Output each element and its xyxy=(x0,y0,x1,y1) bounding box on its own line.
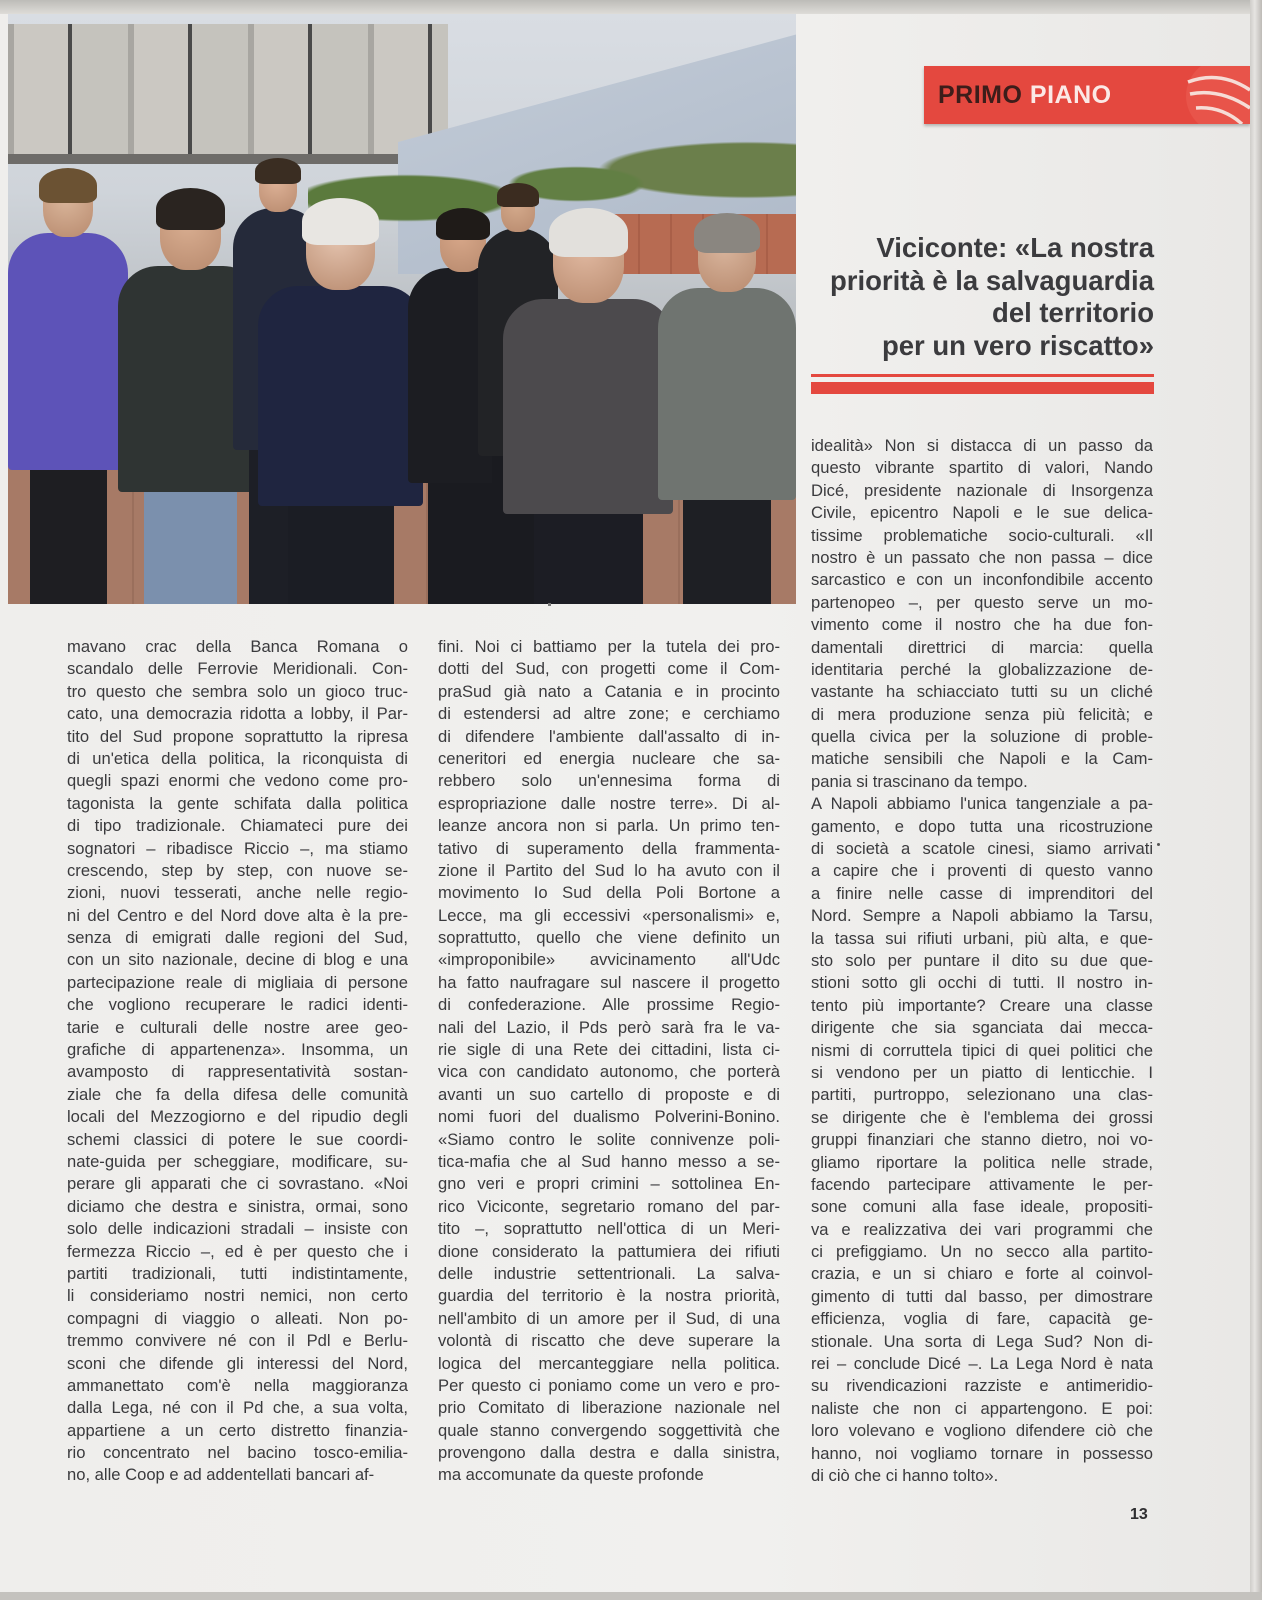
text-line: su rivendicazioni razziste e antimeridio- xyxy=(811,1376,1153,1396)
text-line: ceneritori ed energia nucleare che sa- xyxy=(438,748,780,768)
headline-line: del territorio xyxy=(992,297,1154,328)
person-torso xyxy=(658,288,796,500)
text-line: partiti, purtroppo, selezionano una clas- xyxy=(811,1085,1153,1105)
text-line: tativo di superamento della frammenta- xyxy=(438,838,780,858)
text-line: grafiche di appartenenza». Insomma, un xyxy=(67,1040,408,1060)
text-line: zione il Partito del Sud lo ha avuto con il xyxy=(438,860,780,880)
text-line: identitaria perché la globalizzazione de- xyxy=(811,659,1153,679)
text-line: Dicé, presidente nazionale di Insorgenza xyxy=(811,480,1153,500)
text-line: «Siamo contro le solite connivenze poli- xyxy=(438,1129,780,1149)
text-line: delle industrie settentrionali. La salva- xyxy=(438,1263,780,1283)
text-line: tento più importante? Creare una classe xyxy=(811,995,1153,1015)
text-line: si vendono per un piatto di lenticchie. I xyxy=(811,1062,1153,1082)
text-line: sognatori – ribadisce Riccio –, ma stiamo xyxy=(67,838,408,858)
text-line: partenopeo –, per questo serve un mo- xyxy=(811,592,1153,612)
photo-person xyxy=(258,204,423,604)
text-line: se dirigente che è l'emblema dei grossi xyxy=(811,1107,1153,1127)
text-line: pania si trascinano da tempo. xyxy=(811,771,1028,791)
text-line: fermezza Riccio –, ed è per questo che i xyxy=(67,1241,408,1261)
section-banner xyxy=(924,66,1250,124)
text-line: di un'etica della politica, la riconquista di xyxy=(67,748,408,768)
text-line: sto solo per puntare il dito su due que- xyxy=(811,950,1153,970)
person-torso xyxy=(503,299,673,514)
text-line: la tassa sui rifiuti urbani, più alta, e que- xyxy=(811,928,1153,948)
group-photo xyxy=(8,14,796,604)
text-line: facendo partecipare attivamente le per- xyxy=(811,1174,1153,1194)
text-line: partiti tradizionali, tutti indistintamente, xyxy=(67,1263,408,1283)
text-line: ha fatto naufragare sul nascere il progetto xyxy=(438,972,780,992)
text-line: di mera produzione senza più felicità; e xyxy=(811,704,1153,724)
text-line: rico Viciconte, segretario romano del par- xyxy=(438,1196,780,1216)
person-hair xyxy=(255,158,301,184)
swoosh-logo-icon xyxy=(1170,66,1250,124)
text-line: dirigente che sia sganciata dai mecca- xyxy=(811,1018,1153,1038)
text-line: fini. Noi ci battiamo per la tutela dei pro- xyxy=(438,637,780,656)
text-line: sconi che difende gli interessi del Nord, xyxy=(67,1353,408,1373)
text-line: senza di emigrati dalle regioni del Sud, xyxy=(67,928,408,948)
person-hair xyxy=(497,183,539,207)
text-line: tremmo convivere né con il Pdl e Berlu- xyxy=(67,1331,408,1351)
text-line: stioni sotto gli occhi di tutti. Il nostro in- xyxy=(811,973,1153,993)
person-hair xyxy=(156,188,225,230)
text-line: tica-mafia che al Sud hanno messo a se- xyxy=(438,1151,780,1171)
text-line: soprattutto, quello che viene definito un xyxy=(438,928,780,948)
text-line: Lecce, ma gli eccessivi «personalismi» e, xyxy=(438,905,780,925)
headline-line: priorità è la salvaguardia xyxy=(829,264,1154,296)
text-line: schemi classici di potere le sue coordi- xyxy=(67,1129,408,1149)
text-line: gamento, e dopo tutta una ricostruzione xyxy=(811,816,1153,836)
print-mark xyxy=(1157,843,1160,846)
text-line: mavano crac della Banca Romana o xyxy=(67,637,408,656)
text-line: gruppi finanziari che stanno dietro, noi vo- xyxy=(811,1130,1153,1150)
person-hair xyxy=(39,168,97,203)
text-line: Nord. Sempre a Napoli abbiamo la Tarsu, xyxy=(811,906,1153,926)
text-line: che vogliono recuperare le radici identi- xyxy=(67,995,408,1015)
text-line: ni del Centro e del Nord dove alta è la pre- xyxy=(67,905,408,925)
text-line: movimento Io Sud della Poli Bortone a xyxy=(438,883,780,903)
text-line: di tipo tradizionale. Chiamateci pure dei xyxy=(67,816,408,836)
text-line: matiche sensibili che Napoli e la Cam- xyxy=(811,749,1153,769)
section-label-primary: PRIMO xyxy=(938,80,1023,109)
person-legs xyxy=(534,514,643,604)
section-label-secondary: PIANO xyxy=(1029,80,1112,109)
text-line: locali del Mezzogiorno e del ripudio degli xyxy=(67,1107,408,1127)
text-line: ammanettato com'è nella maggioranza xyxy=(67,1375,408,1395)
text-line: vastante ha schiacciato tutti su un cliché xyxy=(811,682,1153,702)
article-headline xyxy=(800,232,1154,362)
text-line: damentali direttrici di marcia: quella xyxy=(811,637,1153,657)
person-legs xyxy=(288,506,394,604)
text-line: perare gli apparati che ci sovrastano. «Noi xyxy=(67,1174,408,1194)
person-legs xyxy=(144,492,237,604)
text-line: tito –, soprattutto nell'ottica di un Meri- xyxy=(438,1219,780,1239)
text-line: quegli spazi enormi che vedono come pro- xyxy=(67,771,408,791)
text-line: espropriazione dalle nostre terre». Di al- xyxy=(438,793,780,813)
text-line: vimento come il nostro che ha due fon- xyxy=(811,615,1153,635)
text-line: solo delle indicazioni stradali – insiste con xyxy=(67,1219,408,1239)
text-line: naliste che non ci appartengono. E poi: xyxy=(811,1398,1153,1418)
text-line: idealità» Non si distacca di un passo da xyxy=(811,436,1153,455)
text-line: nali del Lazio, il Pds però sarà fra le va- xyxy=(438,1017,780,1037)
text-line: partecipazione reale di migliaia di persone xyxy=(67,972,408,992)
text-line: vica con candidato autonomo, che porterà xyxy=(438,1062,780,1082)
text-line: volontà di riscatto che deve superare la xyxy=(438,1331,780,1351)
headline-rule-thin xyxy=(811,374,1154,377)
text-line: nell'ambito di un amore per il Sud, di una xyxy=(438,1308,780,1328)
text-line: «improponibile» avvicinamento all'Udc xyxy=(438,950,780,970)
text-line: rebbero solo un'ennesima forma di xyxy=(438,771,780,791)
text-line: rie sigle di una Rete dei cittadini, lista ci- xyxy=(438,1040,780,1060)
headline-line: per un vero riscatto» xyxy=(881,329,1154,361)
person-legs xyxy=(30,470,107,604)
section-label xyxy=(938,81,1112,110)
photo-person xyxy=(658,219,796,604)
text-line: cato, una democrazia ridotta a lobby, il Par- xyxy=(67,704,408,724)
text-line: tito del Sud propone soprattutto la ripresa xyxy=(67,726,408,746)
text-line: dotti del Sud, con progetti come il Com- xyxy=(438,659,780,679)
text-line: va e realizzativa dei vari programmi che xyxy=(811,1219,1153,1239)
text-line: logica del mercanteggiare nella politica. xyxy=(438,1353,780,1373)
text-column-3 xyxy=(811,435,1153,1487)
person-legs xyxy=(683,500,771,604)
text-line: praSud già nato a Catania e in procinto xyxy=(438,681,780,701)
text-line: gimento di tutti dal basso, per dimostrare xyxy=(811,1286,1153,1306)
text-line: avanti un suo cartello di proposte e di xyxy=(438,1084,780,1104)
text-line: ma accomunate da queste profonde xyxy=(438,1465,704,1485)
text-line: di difendere l'ambiente dall'assalto di in- xyxy=(438,726,780,746)
text-line: hanno, noi vogliamo tornare in possesso xyxy=(811,1443,1153,1463)
text-line: rio concentrato nel bacino tosco-emilia- xyxy=(67,1443,408,1463)
text-line: tissime problematiche socio-culturali. «Il xyxy=(811,525,1153,545)
person-hair xyxy=(694,213,760,253)
text-line: no, alle Coop e ad addentellati bancari af- xyxy=(67,1465,375,1485)
scan-page-edge xyxy=(1250,0,1262,1600)
text-line: avamposto di rappresentatività sostan- xyxy=(67,1062,408,1082)
text-line: quale stanno convergendo soggettività che xyxy=(438,1420,780,1440)
text-line: Civile, epicentro Napoli e le sue delica- xyxy=(811,503,1153,523)
scan-bottom-edge xyxy=(0,1592,1262,1600)
text-line: nomi fuori del dualismo Polverini-Bonino. xyxy=(438,1107,780,1127)
text-line: tagonista la gente schifata dalla politica xyxy=(67,793,408,813)
text-line: di ciò che ci hanno tolto». xyxy=(811,1465,999,1485)
person-hair xyxy=(302,198,379,245)
text-line: sarcastico e con un inconfondibile accento xyxy=(811,570,1153,590)
text-line: leanze ancora non si parla. Un primo ten- xyxy=(438,816,780,836)
text-line: zioni, nuovi tesserati, anche nelle regio- xyxy=(67,883,408,903)
text-line: gno veri e propri crimini – sottolinea En- xyxy=(438,1174,780,1194)
text-line: sone comuni alla fase ideale, propositi- xyxy=(811,1197,1153,1217)
text-line: nate-guida per scheggiare, modificare, su- xyxy=(67,1151,408,1171)
text-line: questo vibrante spartito di valori, Nando xyxy=(811,458,1153,478)
text-line: rei – conclude Dicé –. La Lega Nord è nata xyxy=(811,1354,1153,1374)
headline-rule-thick xyxy=(811,382,1154,394)
text-line: ci prefiggiamo. Un no secco alla partito- xyxy=(811,1242,1153,1262)
text-line: ziale che fa della difesa delle comunità xyxy=(67,1084,408,1104)
text-line: dalla Lega, né con il Pd che, a sua volta, xyxy=(67,1398,408,1418)
text-line: con un sito nazionale, decine di blog e una xyxy=(67,950,408,970)
text-line: di confederazione. Alle prossime Regio- xyxy=(438,995,780,1015)
text-line: tro questo che sembra solo un gioco truc- xyxy=(67,681,408,701)
page-number: 13 xyxy=(1130,1506,1148,1523)
text-line: crazia, e un si chiaro e forte al coinvol- xyxy=(811,1264,1153,1284)
text-line: Per questo ci poniamo come un vero e pro- xyxy=(438,1375,780,1395)
text-line: di società a scatole cinesi, siamo arrivati xyxy=(811,839,1153,859)
person-hair xyxy=(549,208,628,257)
text-line: prio Comitato di liberazione nazionale nel xyxy=(438,1398,780,1418)
text-line: di estendersi ad altre zone; e cerchiamo xyxy=(438,704,780,724)
text-line: quella civica per la soluzione di proble- xyxy=(811,727,1153,747)
text-line: gliamo riportare la politica nelle strade, xyxy=(811,1152,1153,1172)
text-line: provengono dalla destra e dalla sinistra, xyxy=(438,1443,780,1463)
text-line: compagni di viaggio o alleati. Non po- xyxy=(67,1308,408,1328)
text-line: appartiene a un certo distretto finanzia- xyxy=(67,1420,408,1440)
text-line: li consideriamo nostri nemici, non certo xyxy=(67,1286,408,1306)
text-line: stionale. Una sorta di Lega Sud? Non di- xyxy=(811,1331,1153,1351)
headline-line: Viciconte: «La nostra xyxy=(876,232,1154,263)
text-line: tarie e culturali delle nostre aree geo- xyxy=(67,1017,408,1037)
text-line: nostro è un passato che non passa – dice xyxy=(811,547,1153,567)
text-line: efficienza, voglia di fare, capacità ge- xyxy=(811,1309,1153,1329)
text-line: a finire nelle casse di imprenditori del xyxy=(811,883,1153,903)
text-column-1 xyxy=(67,636,408,1487)
text-line: a capire che i proventi di questo vanno xyxy=(811,861,1153,881)
text-line: nismi di corruttela tipici di quei politici che xyxy=(811,1040,1153,1060)
text-line: diciamo che destra e sinistra, ormai, sono xyxy=(67,1196,408,1216)
text-line: A Napoli abbiamo l'unica tangenziale a pa- xyxy=(811,794,1153,814)
scan-top-edge xyxy=(0,0,1250,14)
person-torso xyxy=(8,233,128,470)
text-line: loro volevano e vogliono difendere ciò che xyxy=(811,1421,1153,1441)
text-line: scandalo delle Ferrovie Meridionali. Con- xyxy=(67,659,408,679)
text-line: guardia del territorio è la nostra priorità, xyxy=(438,1286,780,1306)
person-torso xyxy=(258,286,423,506)
photo-person xyxy=(503,214,673,604)
text-column-2 xyxy=(438,636,780,1487)
text-line: crescendo, step by step, con nuove se- xyxy=(67,860,408,880)
text-line: dione considerato la pattumiera dei rifiuti xyxy=(438,1241,780,1261)
print-mark xyxy=(548,603,551,606)
photo-person xyxy=(8,174,128,604)
